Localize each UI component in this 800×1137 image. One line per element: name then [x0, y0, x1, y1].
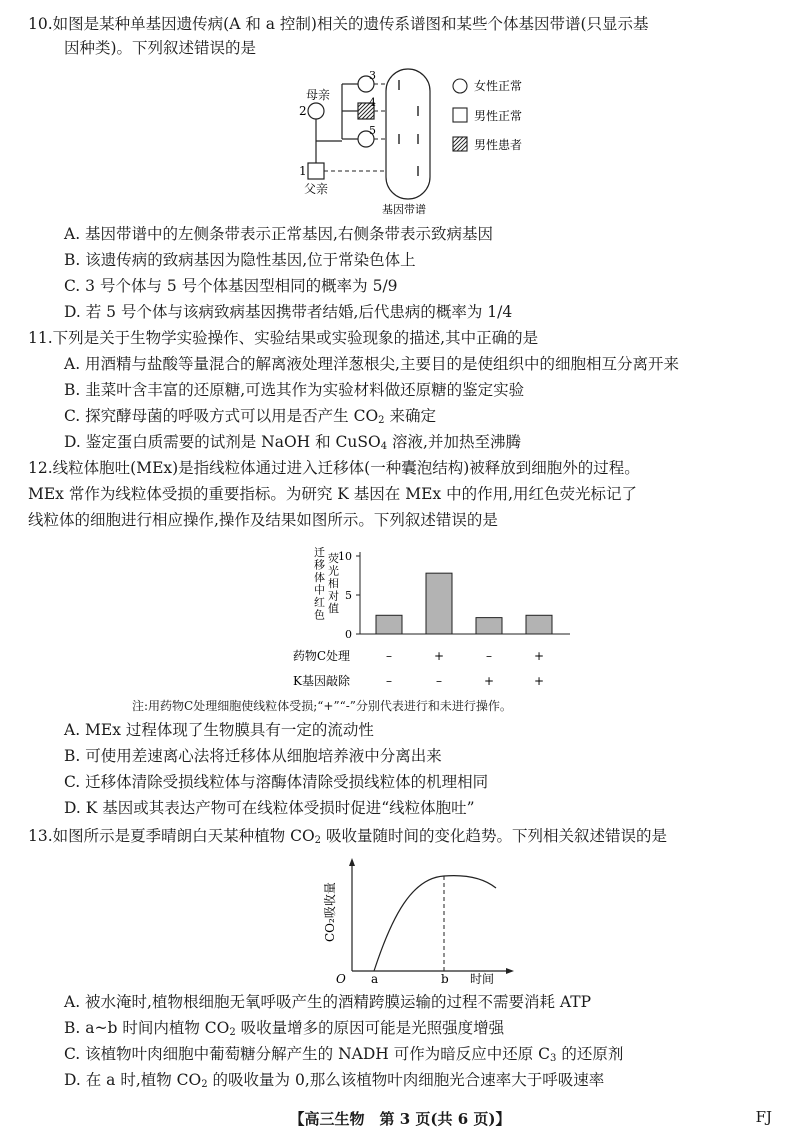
q12-option-b: B. 可使用差速离心法将迁移体从细胞培养液中分离出来 [64, 747, 442, 765]
q13-option-c: C. 该植物叶肉细胞中葡萄糖分解产生的 NADH 可作为暗反应中还原 $C_3$ 的还原剂 [64, 1045, 624, 1064]
bar-4 [526, 615, 552, 634]
row1-sign: – [486, 649, 492, 663]
q11-stem: 11.下列是关于生物学实验操作、实验结果或实验现象的描述,其中正确的是 [28, 329, 539, 347]
origin-label: O [336, 972, 346, 986]
co2-ylabel: CO₂吸收量 [323, 882, 337, 942]
q12-stem-line3: 线粒体的细胞进行相应操作,操作及结果如图所示。下列叙述错误的是 [28, 511, 498, 529]
x-axis-arrow [506, 968, 514, 974]
q10-stem-line2: 因种类)。下列叙述错误的是 [64, 39, 257, 57]
q12-stem-line1: 12.线粒体胞吐(MEx)是指线粒体通过进入迁移体(一种囊泡结构)被释放到细胞外的过程。 [28, 459, 640, 477]
label-2: 2 [299, 104, 307, 118]
co2-curve [374, 876, 496, 971]
bar-ylabel-char: 对 [328, 589, 339, 603]
row2-sign: + [483, 674, 495, 688]
q13-stem: 13.如图所示是夏季晴朗白天某种植物 $CO_2$ 吸收量随时间的变化趋势。下列相关叙述错误的是 [28, 827, 667, 846]
q11-option-a: A. 用酒精与盐酸等量混合的解离液处理洋葱根尖,主要目的是使组织中的细胞相互分离开来 [64, 355, 679, 373]
father-symbol [308, 163, 324, 179]
co2-curve-graph [322, 856, 522, 988]
bar-chart [270, 540, 570, 692]
time-xlabel: 时间 [470, 972, 495, 986]
point-b-label: b [441, 972, 449, 986]
point-a-label: a [371, 972, 379, 986]
gene-band-capsule [386, 69, 430, 199]
footer-code: FJ [755, 1108, 772, 1126]
legend-male-normal: 男性正常 [474, 109, 523, 123]
label-4: 4 [369, 96, 376, 109]
q12-option-c: C. 迁移体清除受损线粒体与溶酶体清除受损线粒体的机理相同 [64, 773, 489, 791]
q13-option-d: D. 在 a 时,植物 $CO_2$ 的吸收量为 0,那么该植物叶肉细胞光合速率大于呼吸速率 [64, 1071, 605, 1090]
bar-ylabel-char: 红 [314, 596, 325, 609]
q12-option-a: A. MEx 过程体现了生物膜具有一定的流动性 [64, 721, 374, 739]
row2-sign: – [436, 674, 442, 688]
q10-option-c: C. 3 号个体与 5 号个体基因型相同的概率为 5/9 [64, 277, 398, 295]
y-axis-arrow [349, 858, 355, 866]
q12-option-d: D. K 基因或其表达产物可在线粒体受损时促进“线粒体胞吐” [64, 799, 475, 817]
q10-option-d: D. 若 5 号个体与该病致病基因携带者结婚,后代患病的概率为 1/4 [64, 303, 513, 321]
row2-label: K基因敲除 [293, 674, 350, 688]
row1-sign: + [533, 649, 545, 663]
bar-3 [476, 618, 502, 634]
q10-stem-line1: 10.如图是某种单基因遗传病(A 和 a 控制)相关的遗传系谱图和某些个体基因带谱(只显示基 [28, 15, 649, 33]
bar-ylabel-char: 迁 [314, 546, 325, 559]
q12-note: 注:用药物C处理细胞使线粒体受损;“+”“-”分别代表进行和未进行操作。 [132, 699, 512, 713]
bar-ylabel-char: 值 [328, 602, 339, 615]
bar-ylabel-char: 荧 [328, 552, 339, 565]
bar-y-tick-label: 10 [338, 550, 352, 563]
label-3: 3 [369, 69, 376, 82]
footer-page-info: 【高三生物 第 3 页(共 6 页)】 [289, 1110, 511, 1128]
q10-option-a: A. 基因带谱中的左侧条带表示正常基因,右侧条带表示致病基因 [64, 225, 493, 243]
bar-y-tick-label: 0 [345, 628, 352, 641]
bar-ylabel-char: 中 [314, 583, 325, 597]
row1-sign: – [386, 649, 392, 663]
bar-ylabel-char: 色 [314, 608, 325, 622]
bar-2 [426, 573, 452, 634]
row2-sign: – [386, 674, 392, 688]
mother-label: 母亲 [306, 88, 331, 102]
row1-label: 药物C处理 [292, 649, 350, 663]
row1-sign: + [433, 649, 445, 663]
father-label: 父亲 [304, 182, 329, 196]
q10-option-b: B. 该遗传病的致病基因为隐性基因,位于常染色体上 [64, 251, 416, 269]
q11-option-c: C. 探究酵母菌的呼吸方式可以用是否产生 $CO_2$ 来确定 [64, 407, 436, 426]
bar-y-tick-label: 5 [345, 589, 352, 602]
row2-sign: + [533, 674, 545, 688]
q11-option-b: B. 韭菜叶含丰富的还原糖,可选其作为实验材料做还原糖的鉴定实验 [64, 381, 525, 399]
bar-ylabel-char: 移 [314, 558, 325, 572]
q13-option-a: A. 被水淹时,植物根细胞无氧呼吸产生的酒精跨膜运输的过程不需要消耗 ATP [64, 993, 592, 1011]
bar-1 [376, 615, 402, 634]
pedigree-figure [290, 66, 550, 218]
legend-female-normal: 女性正常 [474, 79, 523, 93]
mother-symbol [308, 103, 324, 119]
label-5: 5 [369, 124, 376, 137]
q12-stem-line2: MEx 常作为线粒体受损的重要指标。为研究 K 基因在 MEx 中的作用,用红色荧光标记了 [28, 485, 637, 503]
band-caption: 基因带谱 [382, 203, 426, 216]
bar-ylabel-char: 体 [314, 571, 325, 584]
legend-male-affected: 男性患者 [474, 138, 523, 152]
q11-option-d: D. 鉴定蛋白质需要的试剂是 NaOH 和 CuSO$_4$ 溶液,并加热至沸腾 [64, 433, 521, 452]
bar-ylabel-char: 光 [328, 564, 339, 578]
q13-option-b: B. a~b 时间内植物 $CO_2$ 吸收量增多的原因可能是光照强度增强 [64, 1019, 505, 1038]
bar-ylabel-char: 相 [328, 577, 339, 590]
label-1: 1 [299, 164, 307, 178]
